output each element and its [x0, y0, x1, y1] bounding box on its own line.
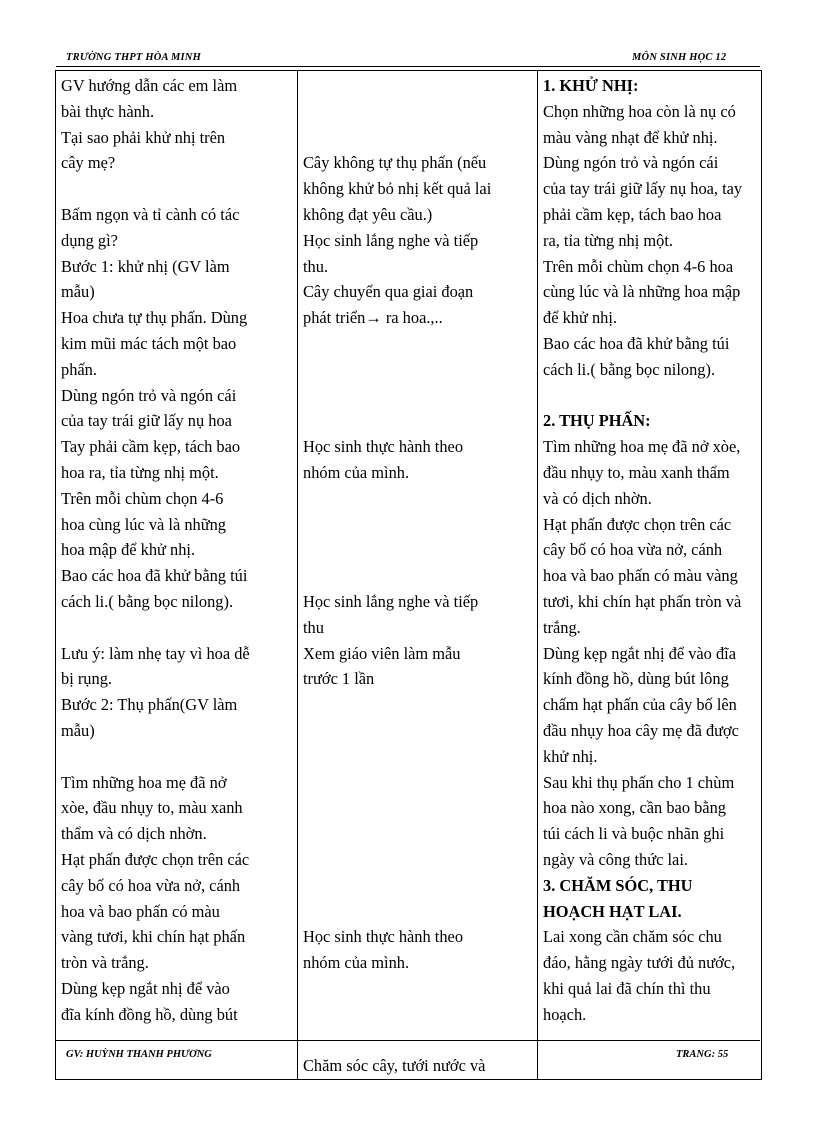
text-line: Sau khi thụ phấn cho 1 chùm — [543, 772, 735, 792]
text-line: không đạt yêu cầu.) — [303, 204, 433, 224]
header-school-name: TRƯỜNG THPT HÒA MINH — [66, 52, 201, 63]
text-line: nhóm của mình. — [303, 462, 410, 482]
text-line — [303, 73, 532, 99]
lesson-row — [56, 71, 762, 1080]
text-line: Hoa chưa tự thụ phấn. Dùng — [61, 308, 248, 328]
text-line: thu — [303, 617, 324, 637]
text-line — [303, 512, 532, 538]
text-line: Dùng ngón trỏ và ngón cái — [61, 385, 237, 405]
text-line: đĩa kính đồng hồ, dùng bút — [61, 1004, 238, 1024]
text-line: mẫu) — [61, 282, 95, 302]
text-line: đầu nhụy to, màu xanh thẩm — [543, 462, 730, 482]
text-line: cây bố có hoa vừa nở, cánh — [61, 875, 241, 895]
text-line: trắng. — [543, 617, 581, 637]
text-line: Hạt phấn được chọn trên các — [61, 849, 250, 869]
text-line: hoa ra, tỉa từng nhị một. — [61, 462, 219, 482]
text-line: Lưu ý: làm nhẹ tay vì hoa dễ — [61, 643, 250, 663]
text-line: Bao các hoa đã khử bằng túi — [543, 333, 730, 353]
text-line: đáo, hằng ngày tưới đủ nước, — [543, 953, 736, 973]
text-line: mẫu) — [61, 720, 95, 740]
text-line — [303, 486, 532, 512]
text-line: cách li.( bằng bọc nilong). — [543, 359, 716, 379]
text-line: GV hướng dẫn các em làm — [61, 76, 238, 95]
text-line — [543, 383, 756, 409]
text-line: Tìm những hoa mẹ đã nở xòe, — [543, 437, 741, 457]
text-line: của tay trái giữ lấy nụ hoa — [61, 411, 232, 431]
text-line: của tay trái giữ lấy nụ hoa, tay — [543, 179, 743, 199]
text-line: hoa nào xong, cần bao bằng — [543, 798, 726, 818]
text-line — [61, 176, 292, 202]
text-line: Bấm ngọn và tỉ cành có tác — [61, 204, 240, 224]
text-line: phải cầm kẹp, tách bao hoa — [543, 204, 722, 224]
text-line: 2. THỤ PHẤN: — [543, 411, 651, 431]
text-line: Trên mỗi chùm chọn 4-6 hoa — [543, 256, 734, 276]
text-line — [61, 615, 292, 641]
text-line — [61, 744, 292, 770]
text-line: dụng gì? — [61, 230, 118, 250]
text-line — [303, 125, 532, 151]
text-line: Học sinh thực hành theo — [303, 927, 464, 947]
text-line: kính đồng hồ, dùng bút lông — [543, 669, 729, 689]
text-line — [303, 1002, 532, 1028]
text-line: Học sinh lắng nghe và tiếp — [303, 230, 479, 250]
text-line — [303, 976, 532, 1002]
text-line: và có dịch nhờn. — [543, 488, 652, 508]
text-line: chấm hạt phấn của cây bố lên — [543, 695, 737, 715]
text-line: tròn và trắng. — [61, 953, 149, 973]
text-line: cây mẹ? — [61, 153, 116, 173]
text-line — [303, 795, 532, 821]
text-line: HOẠCH HẠT LAI. — [543, 901, 682, 921]
text-line: Tìm những hoa mẹ đã nở — [61, 772, 227, 792]
content-column — [538, 71, 762, 1080]
text-line: không khử bỏ nhị kết quả lai — [303, 179, 492, 199]
text-line: cùng lúc và là những hoa mập — [543, 282, 741, 302]
text-line — [303, 563, 532, 589]
text-line: xòe, đầu nhụy to, màu xanh — [61, 798, 243, 818]
text-line: Cây chuyển qua giai đoạn — [303, 282, 474, 302]
header-subject: MÔN SINH HỌC 12 — [632, 52, 727, 63]
text-line: Dùng kẹp ngắt nhị để vào — [61, 978, 230, 998]
text-line: Lai xong cần chăm sóc chu — [543, 927, 722, 947]
text-line: Dùng ngón trỏ và ngón cái — [543, 153, 719, 173]
text-line — [303, 537, 532, 563]
text-line: cây bố có hoa vừa nở, cánh — [543, 540, 723, 560]
text-line — [303, 357, 532, 383]
student-activity-text — [303, 73, 532, 1079]
text-line: nhóm của mình. — [303, 953, 410, 973]
text-line: vàng tươi, khi chín hạt phấn — [61, 927, 246, 947]
text-line: Tại sao phải khử nhị trên — [61, 127, 226, 147]
text-line: Học sinh lắng nghe và tiếp — [303, 591, 479, 611]
text-line: thu. — [303, 256, 329, 276]
text-line — [303, 744, 532, 770]
text-line: ngày và công thức lai. — [543, 849, 688, 869]
text-line: phát triển→ ra hoa.,.. — [303, 308, 443, 328]
content-text — [543, 73, 756, 1027]
text-line: trước 1 lần — [303, 669, 375, 689]
text-line — [303, 692, 532, 718]
text-line: Bước 1: khử nhị (GV làm — [61, 256, 230, 276]
teacher-activity-column — [56, 71, 298, 1080]
text-line: màu vàng nhạt để khử nhị. — [543, 127, 718, 147]
student-activity-column — [298, 71, 538, 1080]
text-line — [303, 899, 532, 925]
text-line: bài thực hành. — [61, 101, 155, 121]
text-line — [303, 718, 532, 744]
text-line: cách li.( bằng bọc nilong). — [61, 591, 234, 611]
text-line: Xem giáo viên làm mẫu — [303, 643, 461, 663]
text-line: kim mũi mác tách một bao — [61, 333, 237, 353]
text-line: 1. KHỬ NHỊ: — [543, 76, 639, 95]
text-line — [303, 383, 532, 409]
text-line — [303, 408, 532, 434]
footer-teacher-name: GV: HUỲNH THANH PHƯƠNG — [66, 1049, 212, 1060]
text-line: Cây không tự thụ phấn (nếu — [303, 153, 487, 173]
teacher-activity-text — [61, 73, 292, 1027]
text-line — [303, 821, 532, 847]
text-line: Chăm sóc cây, tưới nước và — [303, 1056, 486, 1076]
text-line: Trên mỗi chùm chọn 4-6 — [61, 488, 224, 508]
text-line: Dùng kẹp ngắt nhị để vào đĩa — [543, 643, 736, 663]
text-line: 3. CHĂM SÓC, THU — [543, 875, 693, 895]
text-line — [303, 331, 532, 357]
text-line: tươi, khi chín hạt phấn tròn và — [543, 591, 742, 611]
text-line: đầu nhụy hoa cây mẹ đã được — [543, 720, 739, 740]
footer-rule — [56, 1040, 760, 1041]
text-line: hoa cùng lúc và là những — [61, 514, 227, 534]
text-line: hoạch. — [543, 1004, 587, 1024]
text-line: Bao các hoa đã khử bằng túi — [61, 566, 248, 586]
text-line: hoa và bao phấn có màu vàng — [543, 566, 738, 586]
text-line — [303, 873, 532, 899]
text-line: phấn. — [61, 359, 97, 379]
text-line — [303, 847, 532, 873]
text-line: khi quả lai đã chín thì thu — [543, 978, 711, 998]
text-line: thẩm và có dịch nhờn. — [61, 824, 207, 844]
text-line: hoa và bao phấn có màu — [61, 901, 220, 921]
text-line: hoa mập để khử nhị. — [61, 540, 196, 560]
text-line: túi cách li và buộc nhãn ghi — [543, 824, 725, 844]
text-line: bị rụng. — [61, 669, 112, 689]
footer-page-number: TRANG: 55 — [676, 1049, 729, 1060]
text-line: khử nhị. — [543, 746, 598, 766]
text-line: Bước 2: Thụ phấn(GV làm — [61, 695, 238, 715]
text-line: để khử nhị. — [543, 308, 617, 328]
text-line — [303, 770, 532, 796]
text-line — [303, 99, 532, 125]
lesson-table — [55, 70, 762, 1080]
text-line: Hạt phấn được chọn trên các — [543, 514, 732, 534]
text-line: Chọn những hoa còn là nụ có — [543, 101, 736, 121]
text-line: Tay phải cầm kẹp, tách bao — [61, 437, 241, 457]
text-line: ra, tỉa từng nhị một. — [543, 230, 673, 250]
text-line: Học sinh thực hành theo — [303, 437, 464, 457]
header-rule — [56, 66, 760, 67]
